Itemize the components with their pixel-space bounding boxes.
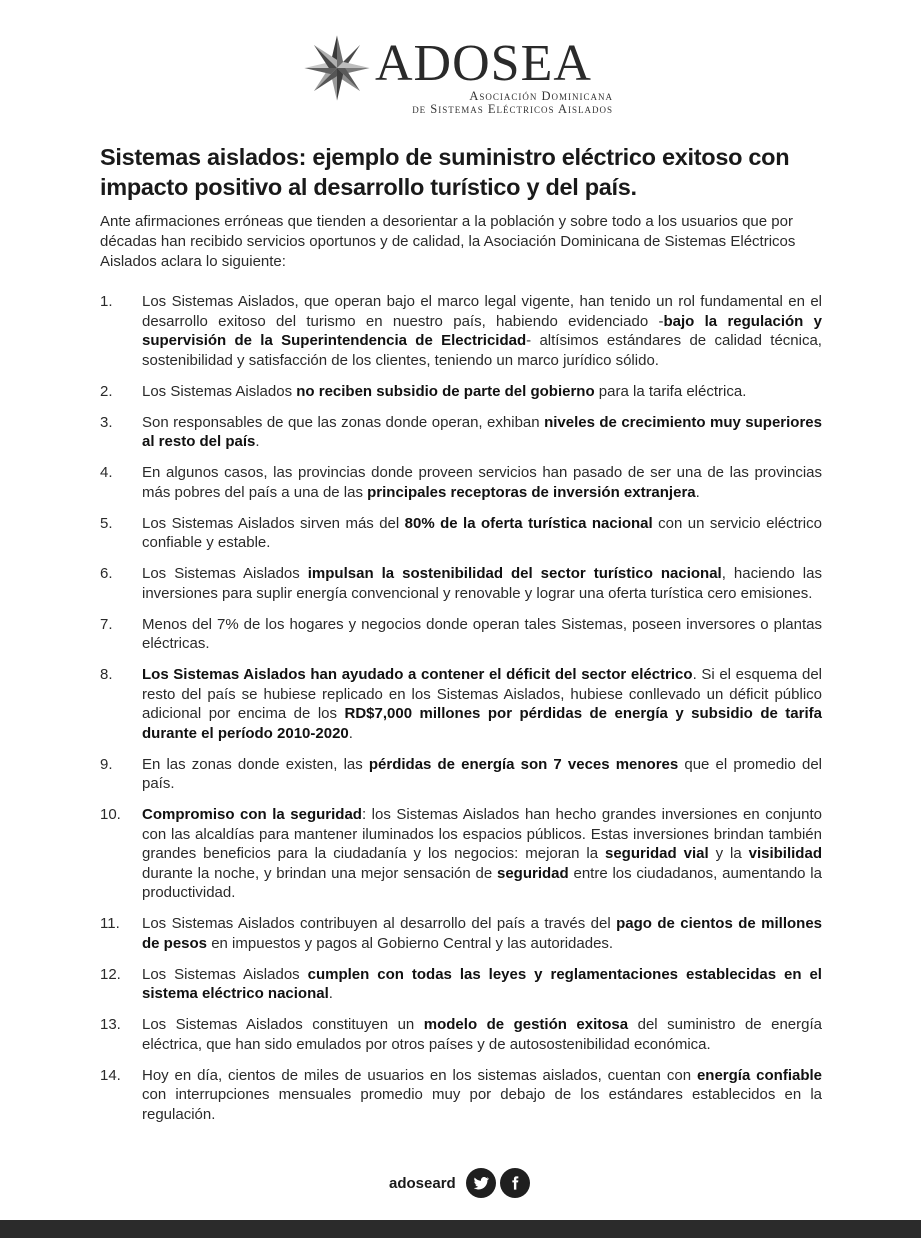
star-logo-icon	[303, 34, 371, 102]
text-segment: entre los ciudadanos, aumentando la productividad.	[142, 864, 822, 901]
list-item-text	[142, 413, 822, 452]
twitter-icon[interactable]	[466, 1168, 496, 1198]
list-item-text	[142, 965, 822, 1004]
text-segment: con un servicio eléctrico confiable y estable.	[142, 514, 822, 551]
text-segment: - altísimos estándares de calidad técnica, sostenibilidad y satisfacción de los clientes, teniendo un marco jurídico sólido.	[142, 332, 822, 369]
text-segment: Menos del 7% de los hogares y negocios donde operan tales Sistemas, poseen inversores o plantas eléctricas.	[142, 615, 822, 652]
bold-text: visibilidad	[748, 845, 822, 862]
bold-text: modelo de gestión exitosa	[423, 1016, 629, 1033]
bold-text: cumplen con todas las leyes y reglamentaciones establecidas en el sistema eléctrico nacional	[142, 965, 822, 1002]
text-segment: Los Sistemas Aislados constituyen un	[142, 1016, 424, 1033]
list-item-number: 11.	[100, 915, 120, 932]
bold-text: seguridad vial	[604, 845, 709, 862]
list-item	[100, 914, 822, 953]
text-segment: con interrupciones mensuales promedio muy por debajo de los estándares establecidos en la regulación.	[142, 1086, 822, 1123]
list-item-number: 12.	[100, 965, 121, 983]
page-title: Sistemas aislados: ejemplo de suministro eléctrico exitoso con impacto positivo al desarrollo turístico y del país.	[100, 144, 790, 200]
text-segment: Los Sistemas Aislados contribuyen al desarrollo del país a través del	[142, 915, 617, 932]
statement-list	[100, 292, 822, 1136]
list-item-number: 9.	[100, 755, 113, 773]
list-item-number: 3.	[100, 413, 113, 431]
text-segment: .	[348, 724, 353, 742]
list-item	[100, 514, 822, 553]
bold-text: seguridad	[497, 864, 569, 882]
list-item	[100, 413, 822, 452]
bold-text: 80% de la oferta turística nacional	[404, 514, 653, 532]
text-segment: Son responsables de que las zonas donde operan, exhiban	[142, 413, 545, 431]
text-segment: : los Sistemas Aislados han hecho grandes inversiones en conjunto con las alcaldías para mantener iluminados los espacios públicos. Estas inversiones brindan también grandes beneficios para la ciudadanía y los negocios: mejoran la	[142, 806, 822, 862]
list-item-text	[142, 463, 822, 502]
list-item-text	[142, 292, 822, 370]
social-footer	[389, 1166, 530, 1200]
text-segment: .	[328, 985, 333, 1002]
text-segment: Los Sistemas Aislados	[142, 565, 308, 582]
list-item	[100, 1066, 822, 1125]
bold-text: Los Sistemas Aislados han ayudado a contener el déficit del sector eléctrico	[142, 666, 693, 683]
text-segment: Los Sistemas Aislados	[142, 965, 308, 983]
logo-wordmark: ADOSEA	[375, 35, 592, 92]
text-segment: En las zonas donde existen, las	[142, 755, 369, 773]
list-item-text	[142, 564, 822, 603]
list-item	[100, 755, 822, 794]
list-item	[100, 665, 822, 743]
bold-text: pago de cientos de millones de pesos	[142, 915, 823, 952]
list-item-number: 5.	[100, 514, 113, 532]
text-segment: Los Sistemas Aislados	[142, 382, 297, 400]
list-item	[100, 564, 822, 603]
bold-text: principales receptoras de inversión extranjera	[367, 483, 696, 501]
list-item-number: 10.	[100, 806, 121, 823]
list-item-number: 8.	[100, 666, 113, 683]
bold-text: pérdidas de energía son 7 veces menores	[368, 755, 679, 773]
text-segment: .	[695, 483, 700, 501]
list-item	[100, 382, 822, 402]
bottom-bar	[0, 1220, 921, 1238]
list-item-text	[142, 1015, 822, 1054]
list-item	[100, 463, 822, 502]
text-segment: , haciendo las inversiones para suplir energía convencional y renovable y lograr una oferta turística cero emisiones.	[142, 565, 822, 602]
text-segment: durante la noche, y brindan una mejor sensación de	[142, 864, 497, 882]
social-handle[interactable]: adoseard	[389, 1174, 456, 1192]
text-segment: . Si el esquema del resto del país se hubiese replicado en los Sistemas Aislados, hubiese conllevado un déficit público adicional por encima de los	[142, 666, 822, 722]
list-item	[100, 292, 822, 370]
text-segment: Los Sistemas Aislados sirven más del	[142, 514, 405, 532]
text-segment: Hoy en día, cientos de miles de usuarios en los sistemas aislados, cuentan con	[142, 1066, 697, 1084]
facebook-icon[interactable]	[500, 1168, 530, 1198]
list-item-text	[142, 914, 822, 953]
text-segment: .	[255, 433, 260, 450]
bold-text: impulsan la sostenibilidad del sector turístico nacional	[307, 565, 722, 582]
intro-paragraph: Ante afirmaciones erróneas que tienden a desorientar a la población y sobre todo a los usuarios que por décadas han recibido servicios oportunos y de calidad, la Asociación Dominicana de Sistemas Eléctricos Aislados aclara lo siguiente:	[100, 213, 796, 270]
text-segment: En algunos casos, las provincias donde proveen servicios han pasado de ser una de las provincias más pobres del país a una de las	[142, 464, 822, 501]
list-item-number: 7.	[100, 615, 113, 633]
list-item	[100, 1015, 822, 1054]
list-item-text	[142, 755, 822, 794]
bold-text: niveles de crecimiento muy superiores al resto del país	[142, 413, 822, 450]
list-item-text	[142, 615, 822, 654]
list-item-number: 1.	[100, 293, 113, 310]
list-item-text	[142, 1066, 822, 1125]
list-item-number: 6.	[100, 565, 113, 582]
logo-subtitle-line2: de Sistemas Eléctricos Aislados	[412, 102, 613, 116]
text-segment: que el promedio del país.	[142, 755, 822, 792]
text-segment: del suministro de energía eléctrica, que han sido emulados por otros países y de autosostenibilidad económica.	[142, 1016, 822, 1053]
list-item-text	[142, 514, 822, 553]
list-item-text	[142, 382, 822, 402]
bold-text: energía confiable	[696, 1066, 823, 1084]
logo-subtitle	[412, 90, 613, 116]
bold-text: RD$7,000 millones por pérdidas de energía y subsidio de tarifa durante el período 2010-2020	[142, 705, 822, 742]
text-segment: y la	[708, 845, 749, 862]
list-item-number: 4.	[100, 464, 113, 481]
list-item	[100, 805, 822, 903]
bold-text: bajo la regulación y supervisión de la Superintendencia de Electricidad	[142, 312, 822, 349]
list-item-text	[142, 805, 822, 903]
logo-subtitle-line1: Asociación Dominicana	[469, 89, 613, 103]
text-segment: para la tarifa eléctrica.	[594, 382, 747, 400]
list-item	[100, 615, 822, 654]
text-segment: en impuestos y pagos al Gobierno Central y las autoridades.	[207, 934, 614, 952]
list-item-number: 13.	[100, 1016, 121, 1033]
bold-text: Compromiso con la seguridad	[142, 806, 362, 823]
list-item	[100, 965, 822, 1004]
text-segment: Los Sistemas Aislados, que operan bajo el marco legal vigente, han tenido un rol fundamental en el desarrollo exitoso del turismo en nuestro país, habiendo evidenciado -	[142, 293, 822, 330]
bold-text: no reciben subsidio de parte del gobierno	[296, 382, 595, 400]
list-item-number: 2.	[100, 382, 113, 400]
adosea-logo	[303, 34, 623, 120]
list-item-number: 14.	[100, 1066, 121, 1084]
list-item-text	[142, 665, 822, 743]
